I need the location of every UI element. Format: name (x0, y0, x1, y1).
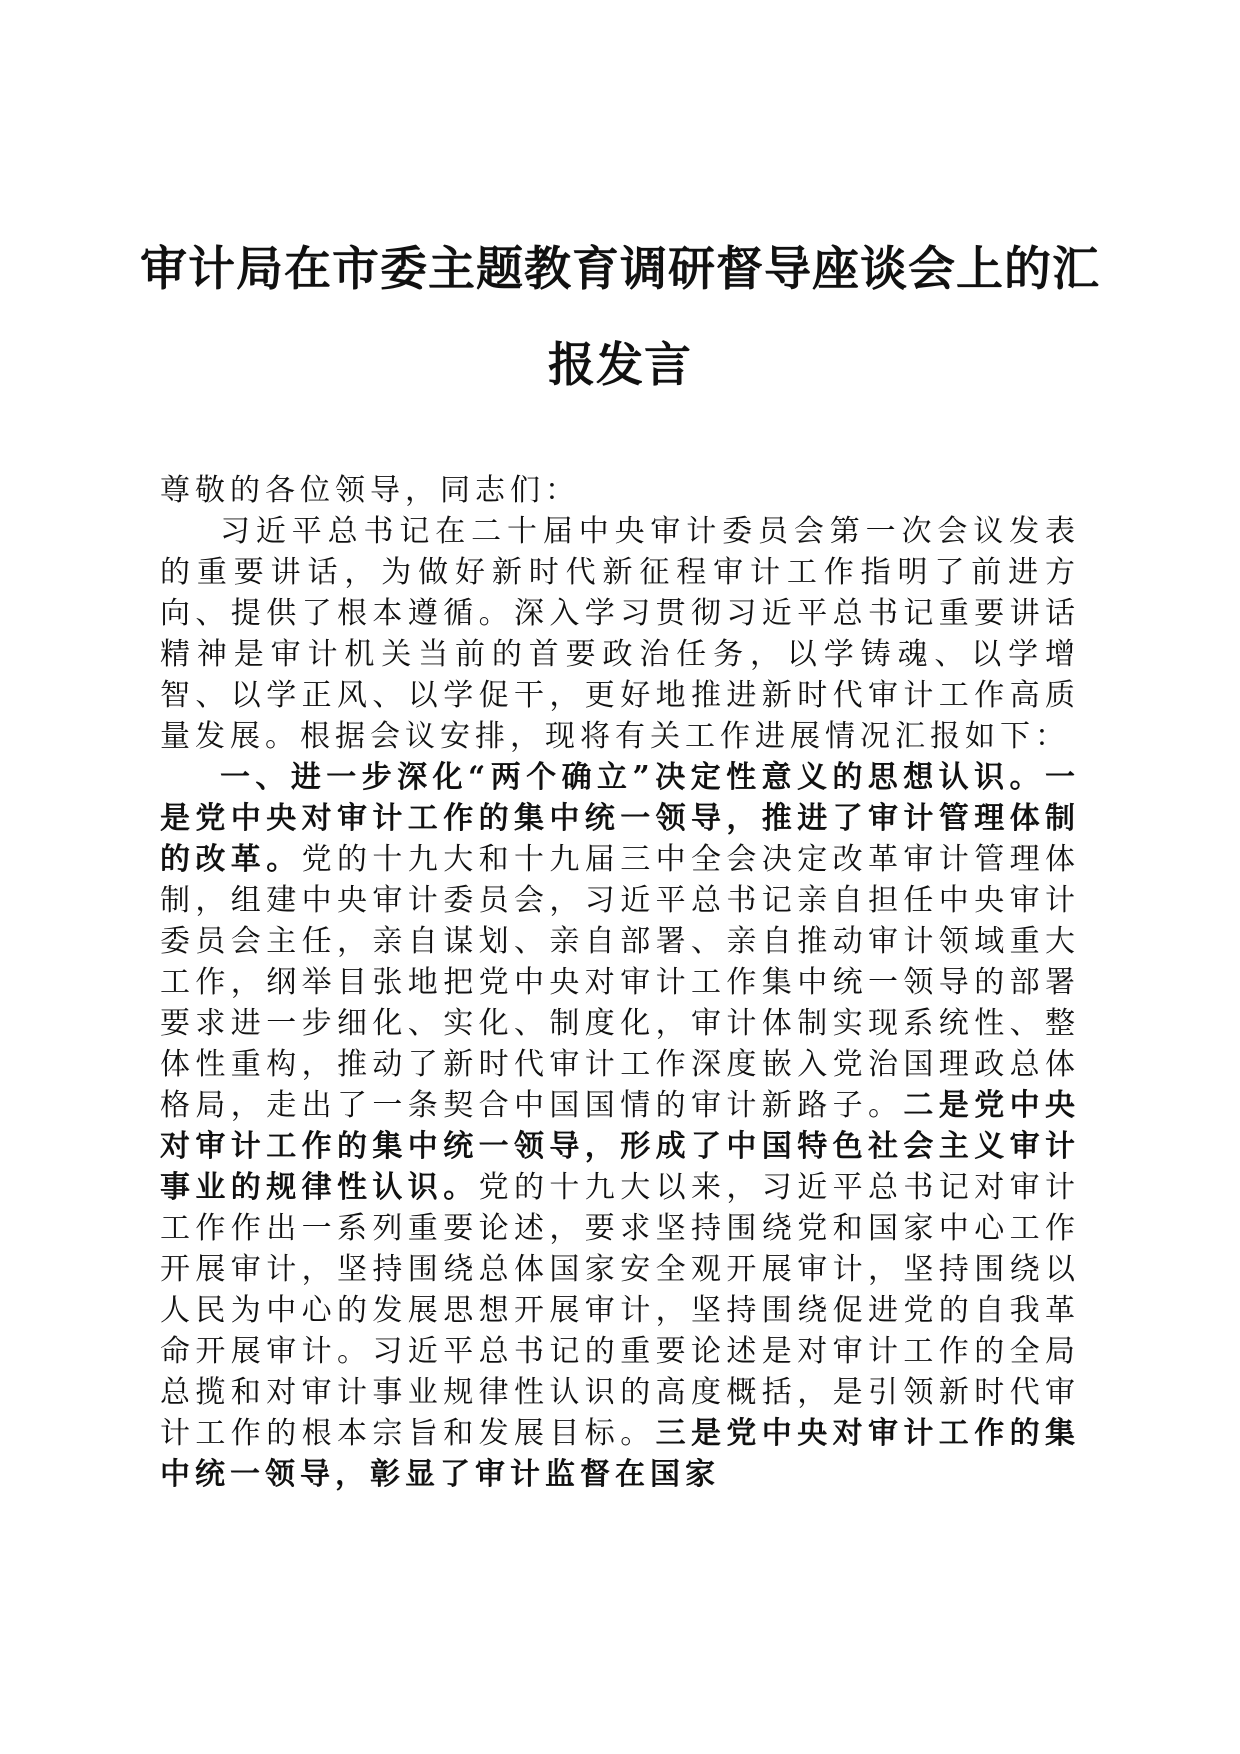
intro-paragraph: 习近平总书记在二十届中央审计委员会第一次会议发表的重要讲话，为做好新时代新征程审计工作指明了前进方向、提供了根本遵循。深入学习贯彻习近平总书记重要讲话精神是审计机关当前的首要政治任务，以学铸魂、以学增智、以学正风、以学促干，更好地推进新时代审计工作高质量发展。根据会议安排，现将有关工作进展情况汇报如下： (160, 514, 1080, 754)
salutation: 尊敬的各位领导，同志们： (160, 473, 580, 508)
point-2-heading: 二是党中央对审计工作的集中统一领导，形成了中国特色社会主义审计事业的规律性认识。 (160, 1088, 1081, 1205)
section-1-paragraph (160, 757, 1080, 1495)
point-2-text: 党的十九大以来，习近平总书记对审计工作作出一系列重要论述，要求坚持围绕党和国家中心工作开展审计，坚持围绕总体国家安全观开展审计，坚持围绕以人民为中心的发展思想开展审计，坚持围绕促进党的自我革命开展审计。习近平总书记的重要论述是对审计工作的全局总揽和对审计事业规律性认识的高度概括，是引领新时代审计工作的根本宗旨和发展目标。 (160, 1170, 1081, 1451)
point-3-heading: 三是党中央对审计工作的集中统一领导，彰显了审计监督在国家 (160, 1416, 1081, 1492)
point-1-heading: 一是党中央对审计工作的集中统一领导，推进了审计管理体制的改革。 (160, 760, 1080, 877)
document-title: 审计局在市委主题教育调研督导座谈会上的汇报发言 (140, 242, 1100, 393)
document-body (160, 470, 1080, 1495)
point-1-text: 党的十九大和十九届三中全会决定改革审计管理体制，组建中央审计委员会，习近平总书记亲自担任中央审计委员会主任，亲自谋划、亲自部署、亲自推动审计领域重大工作，纲举目张地把党中央对审计工作集中统一领导的部署要求进一步细化、实化、制度化，审计体制实现系统性、整体性重构，推动了新时代审计工作深度嵌入党治国理政总体格局，走出了一条契合中国国情的审计新路子。 (160, 842, 1081, 1123)
section-1-heading: 一、进一步深化“两个确立”决定性意义的思想认识。 (220, 760, 1045, 795)
